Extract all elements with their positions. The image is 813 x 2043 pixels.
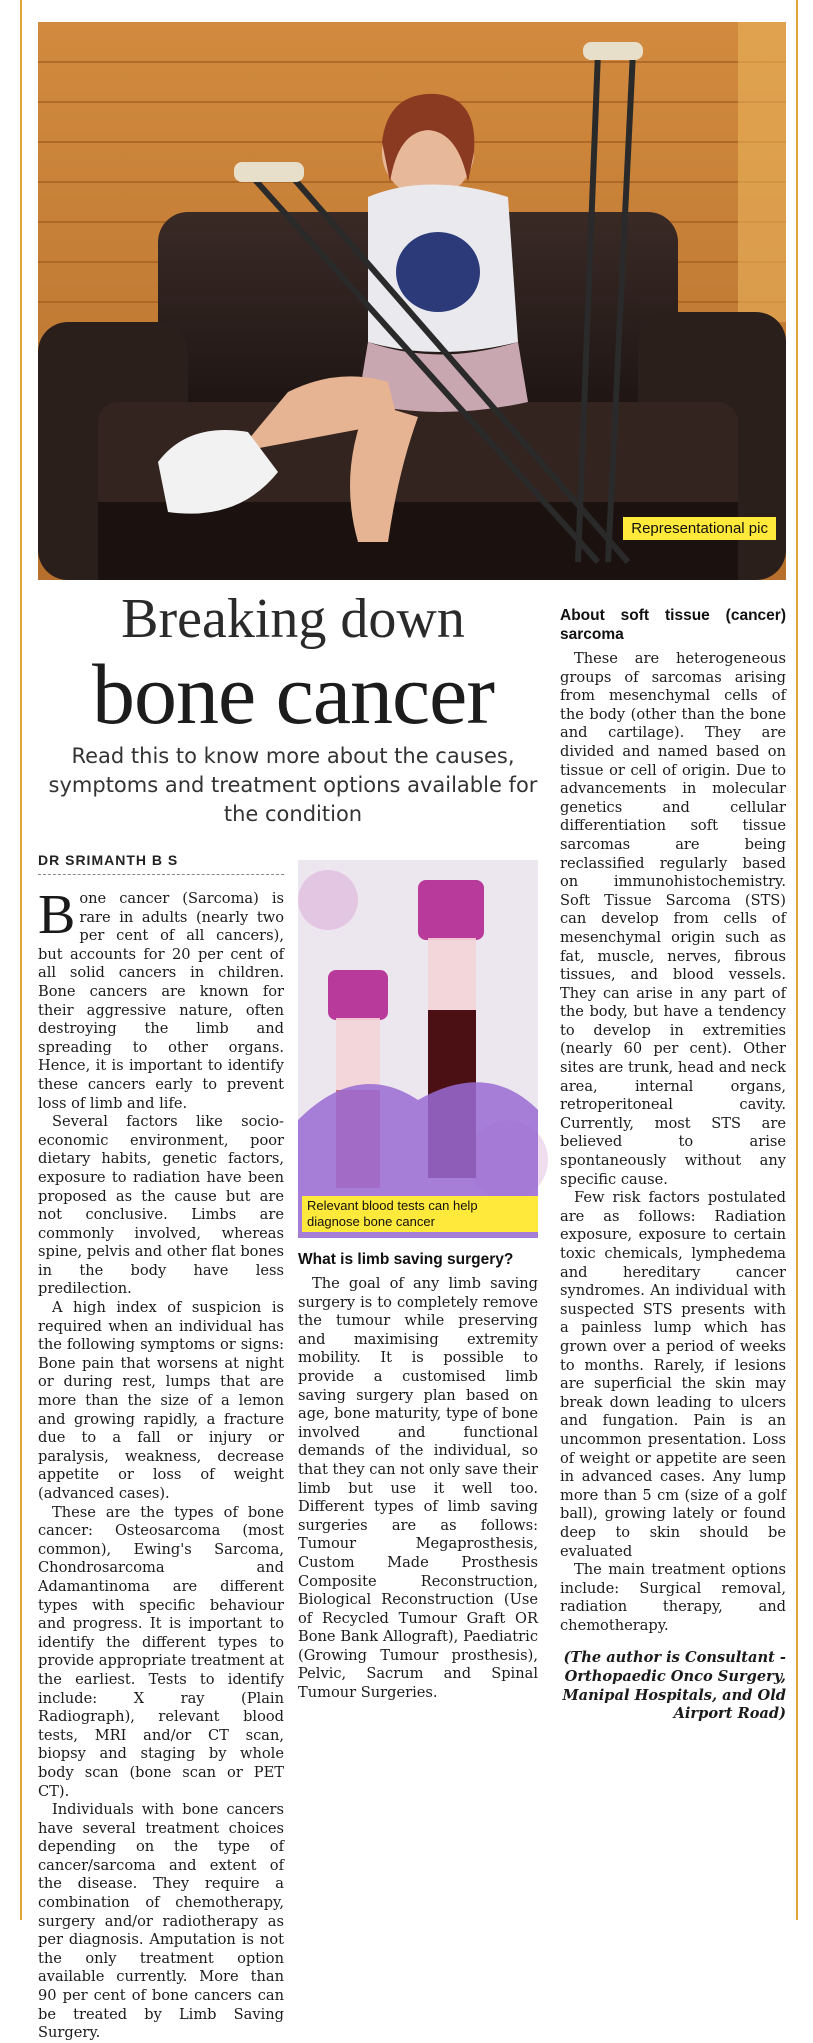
photo-caption: Representational pic [623, 517, 776, 540]
blood-tubes-illustration [298, 860, 538, 1238]
left-border-rule [20, 0, 22, 1920]
tubes-caption: Relevant blood tests can help diagnose bone cancer [302, 1196, 538, 1232]
article-paragraph: These are the types of bone cancer: Osteosarcoma (most common), Ewing's Sarcoma, Chondrosarcoma and Adamantinoma are different types with specific behaviour and progress. It is important to identify the different types to provide appropriate treatment at the earliest. Tests to identify include: X ray (Plain Radiograph), relevant blood tests, MRI and/or CT scan, biopsy and staging by whole body scan (bone scan or PET CT). [38, 1503, 284, 1800]
article-column-1 [38, 884, 284, 2043]
subhead-limb-saving: What is limb saving surgery? [298, 1251, 514, 1268]
woman-on-sofa-illustration [38, 22, 786, 580]
article-paragraph: A high index of suspicion is required when an individual has the following symptoms or signs: Bone pain that worsens at night or during rest, lumps that are more than the size of a lemon and growing rapidly, a fracture due to a fall or injury or paralysis, weakness, decrease appetite or loss of weight (advanced cases). [38, 1299, 284, 1502]
headline [38, 588, 548, 742]
article-paragraph: Individuals with bone cancers have several treatment choices depending on the type of cancer/sarcoma and extent of the disease. They require a combination of chemotherapy, surgery and/or radiotherapy as per diagnosis. Amputation is not the only treatment option available currently. More than 90 per cent of bone cancers can be treated by Limb Saving Surgery. [38, 1801, 284, 2042]
byline: DR SRIMANTH B S [38, 852, 284, 875]
article-paragraph: The goal of any limb saving surgery is to completely remove the tumour while preserving and maximising extremity mobility. It is possible to provide a customised limb saving surgery plan based on age, bone maturity, type of bone involved and functional demands of the individual, so that they can not only save their limb but use it well too. Different types of limb saving surgeries are as follows: Tumour Megaprosthesis, Custom Made Prosthesis Composite Reconstruction, Biological Reconstruction (Use of Recycled Tumour Graft OR Bone Bank Allograft), Paediatric (Growing Tumour prosthesis), Pelvic, Sacrum and Spinal Tumour Surgeries. [298, 1275, 538, 1702]
article-column-3 [560, 600, 786, 1724]
headline-line1: Breaking down [121, 588, 465, 650]
author-note: (The author is Consultant - Orthopaedic Onco Surgery, Manipal Hospitals, and Old Airport Road) [562, 1649, 786, 1723]
right-border-rule [796, 0, 798, 1920]
subhead-soft-tissue: About soft tissue (cancer) sarcoma [560, 607, 786, 643]
article-paragraph: The main treatment options include: Surgical removal, radiation therapy, and chemotherapy. [560, 1561, 786, 1634]
deck-text: Read this to know more about the causes, symptoms and treatment options available for the condition [48, 744, 538, 826]
article-paragraph: Few risk factors postulated are as follows: Radiation exposure, exposure to certain toxic chemicals, lymphedema and hereditary cancer syndromes. An individual with suspected STS presents with a painless lump which has grown over a period of weeks to months. Rarely, if lesions are superficial the skin may break down leading to ulcers and fungation. Pain is an uncommon presentation. Loss of weight or appetite are seen in advanced cases. Any lump more than 5 cm (size of a golf ball), growing lately or found deep to skin should be evaluated [560, 1189, 786, 1560]
article-column-2 [298, 1250, 538, 1703]
article-paragraph: These are heterogeneous groups of sarcomas arising from mesenchymal cells of the body (other than the bone and cartilage). They are divided and named based on tissue or cell of origin. Due to advancements in molecular genetics and cellular differentiation soft tissue sarcomas are being reclassified regularly based on immunohistochemistry. Soft Tissue Sarcoma (STS) can develop from cells of mesenchymal origin such as fat, muscle, nerves, fibrous tissues, and blood vessels. They can arise in any part of the body, but have a tendency to develop in extremities (nearly 60 per cent). Other sites are trunk, head and neck area, internal organs, retroperitoneal cavity. Currently, most STS are believed to arise spontaneously without any specific cause. [560, 650, 786, 1188]
article-paragraph: Several factors like socio-economic environment, poor dietary habits, genetic factors, exposure to radiation have been proposed as the cause but are not conclusive. Limbs are commonly involved, whereas spine, pelvis and other flat bones in the body have less predilection. [38, 1113, 284, 1298]
headline-line2: bone cancer [92, 646, 494, 742]
drop-cap: B [38, 884, 76, 946]
blood-tubes-photo [298, 860, 538, 1238]
article-paragraph: Bone cancer (Sarcoma) is rare in adults (nearly two per cent of all cancers), but accounts for 20 per cent of all solid cancers in children. Bone cancers are known for their aggressive nature, often destroying the limb and spreading to other organs. Hence, it is important to identify these cancers early to prevent loss of limb and life. [38, 884, 284, 1112]
main-photo [38, 22, 786, 580]
